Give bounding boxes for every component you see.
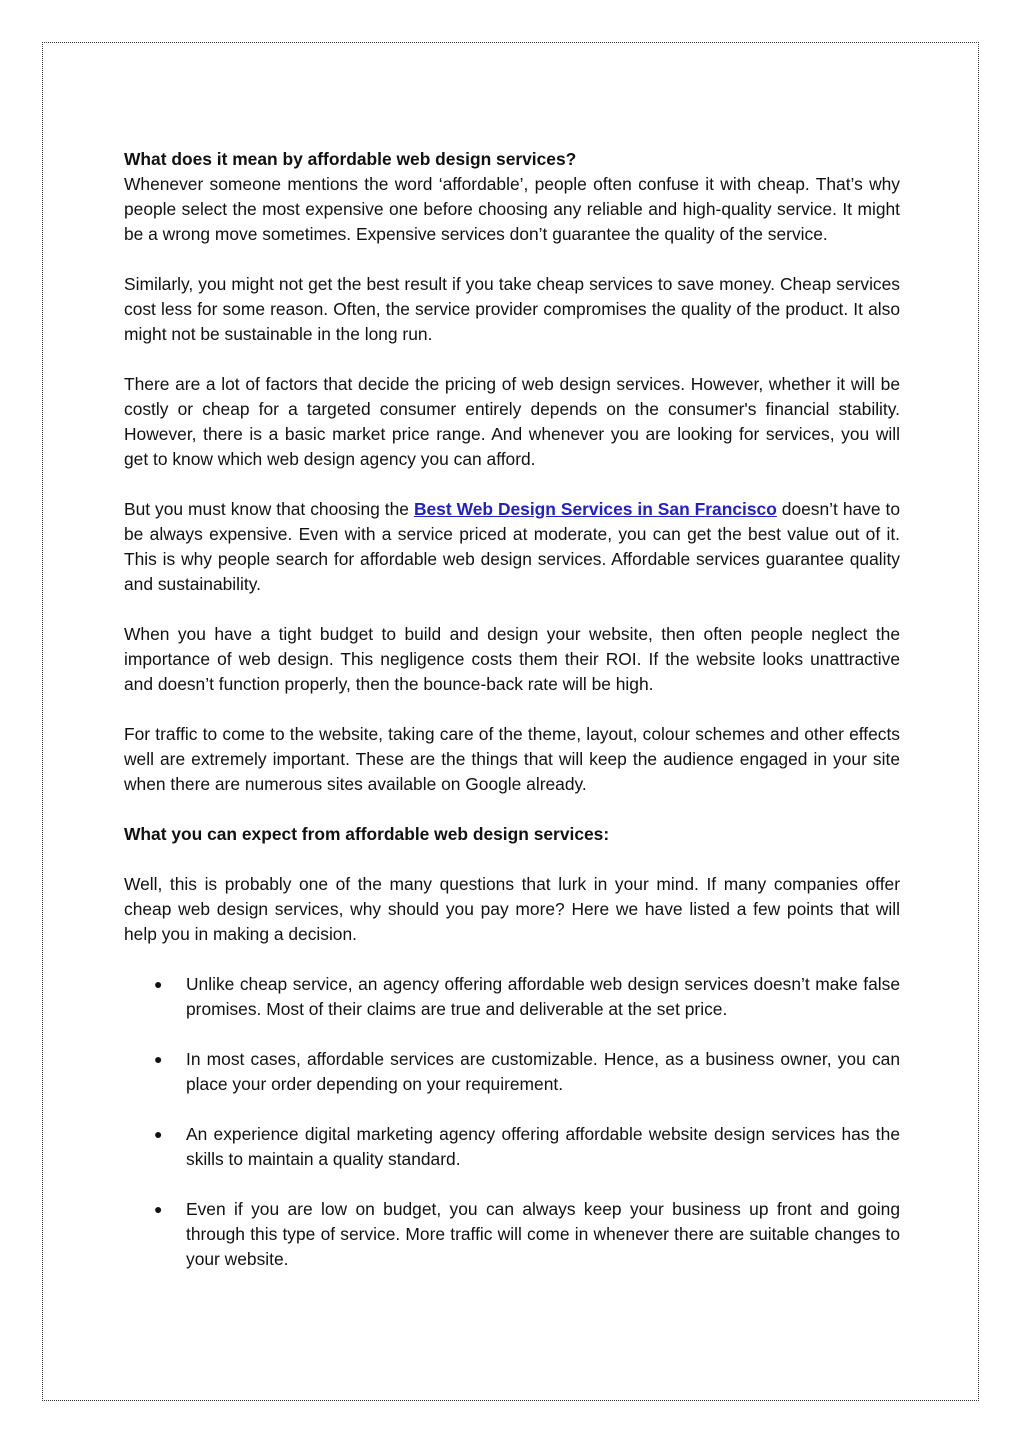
list-item-text: In most cases, affordable services are customizable. Hence, as a business owner, you can place your order depending on your requirement. — [186, 1049, 900, 1094]
list-item — [124, 1047, 900, 1097]
paragraph-4-text-after: doesn’t have to be always expensive. Even with a service priced at moderate, you can get the best value out of it. This is why people search for affordable web design services. Affordable services guarantee quality and sustainability. — [124, 499, 900, 594]
paragraph-7: Well, this is probably one of the many questions that lurk in your mind. If many companies offer cheap web design services, why should you pay more? Here we have listed a few points that will help you in making a decision. — [124, 874, 900, 944]
paragraph-2: Similarly, you might not get the best result if you take cheap services to save money. Cheap services cost less for some reason. Often, the service provider compromises the quality of the product. It also might not be sustainable in the long run. — [124, 274, 900, 344]
list-item — [124, 1122, 900, 1172]
paragraph-1: Whenever someone mentions the word ‘affordable’, people often confuse it with cheap. That’s why people select the most expensive one before choosing any reliable and high-quality service. It might be a wrong move sometimes. Expensive services don’t guarantee the quality of the service. — [124, 174, 900, 244]
bullet-icon: ● — [154, 976, 163, 992]
paragraph-3: There are a lot of factors that decide the pricing of web design services. However, whether it will be costly or cheap for a targeted consumer entirely depends on the consumer's financial stability. However, there is a basic market price range. And whenever you are looking for services, you will get to know which web design agency you can afford. — [124, 374, 900, 469]
section-heading-affordable-meaning: What does it mean by affordable web design services? — [124, 149, 577, 169]
list-item — [124, 972, 900, 1022]
list-item-text: Even if you are low on budget, you can always keep your business up front and going through this type of service. More traffic will come in whenever there are suitable changes to your website. — [186, 1199, 900, 1269]
bullet-list — [124, 972, 900, 1272]
bullet-icon: ● — [154, 1201, 163, 1217]
document-body — [124, 147, 900, 1272]
paragraph-5: When you have a tight budget to build and design your website, then often people neglect the importance of web design. This negligence costs them their ROI. If the website looks unattractive and doesn’t function properly, then the bounce-back rate will be high. — [124, 624, 900, 694]
paragraph-4 — [124, 497, 900, 597]
list-item-text: An experience digital marketing agency offering affordable website design services has the skills to maintain a quality standard. — [186, 1124, 900, 1169]
list-item — [124, 1197, 900, 1272]
best-web-design-services-link[interactable]: Best Web Design Services in San Francisco — [413, 499, 777, 519]
paragraph-6: For traffic to come to the website, taking care of the theme, layout, colour schemes and other effects well are extremely important. These are the things that will keep the audience engaged in your site when there are numerous sites available on Google already. — [124, 724, 900, 794]
bullet-icon: ● — [154, 1051, 163, 1067]
bullet-icon: ● — [154, 1126, 163, 1142]
paragraph-4-text-before: But you must know that choosing the — [124, 499, 414, 519]
section-heading-what-to-expect: What you can expect from affordable web design services: — [124, 824, 610, 844]
list-item-text: Unlike cheap service, an agency offering affordable web design services doesn’t make false promises. Most of their claims are true and deliverable at the set price. — [186, 974, 900, 1019]
